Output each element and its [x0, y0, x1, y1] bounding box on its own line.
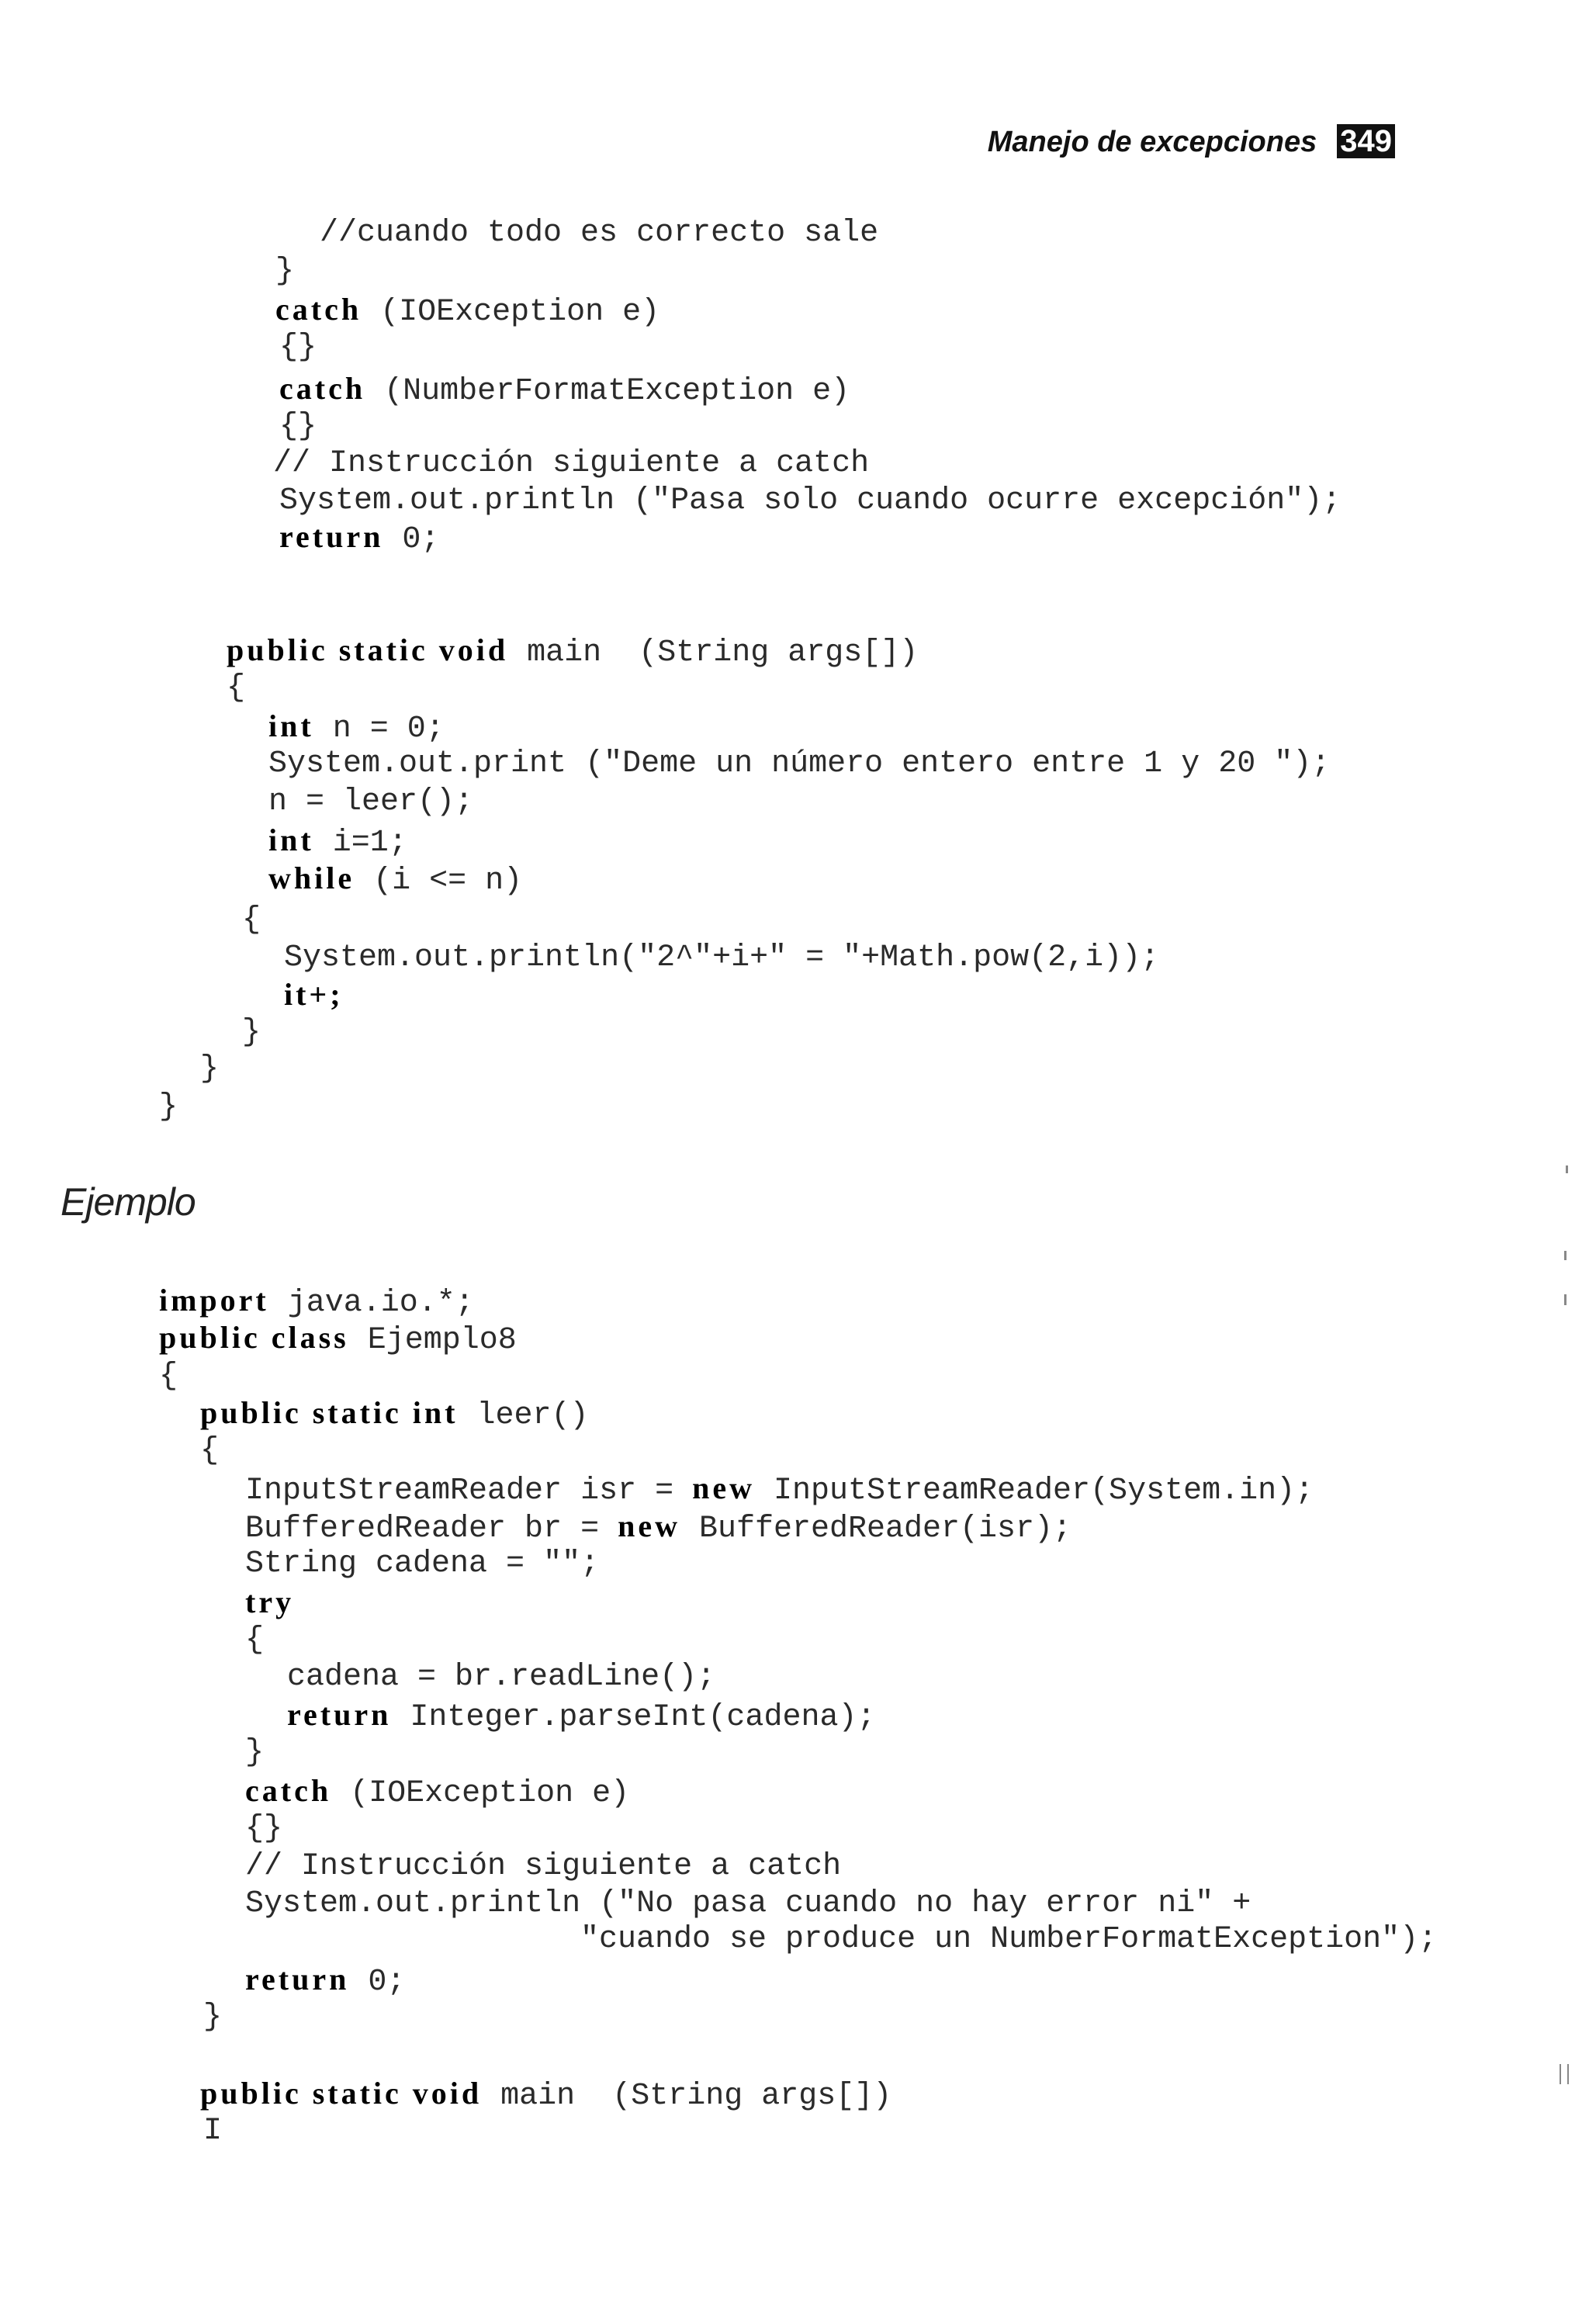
- code-text: String cadena = "";: [245, 1546, 600, 1581]
- code-keyword: new: [692, 1470, 755, 1505]
- code-text: n = leer();: [268, 784, 474, 819]
- code-keyword: it+;: [284, 977, 344, 1012]
- code-text: }: [203, 2000, 223, 2035]
- code-line: [279, 370, 850, 410]
- code-line: [203, 1999, 222, 2036]
- code-text: }: [245, 1735, 265, 1770]
- code-line: [200, 1394, 589, 1435]
- code-line: [279, 408, 317, 445]
- code-text: System.out.println("2^"+i+" = "+Math.pow(2,i));: [284, 940, 1160, 975]
- section-heading: Ejemplo: [61, 1180, 196, 1224]
- code-line: [245, 1810, 282, 1848]
- code-text: main (String args[]): [508, 636, 919, 670]
- code-keyword: int: [268, 823, 314, 857]
- code-text: Ejemplo8: [348, 1323, 517, 1358]
- code-keyword: return: [245, 1962, 350, 1997]
- code-text: cadena = br.readLine();: [287, 1660, 716, 1695]
- code-keyword: public static void: [200, 2076, 483, 2111]
- code-text: "cuando se produce un NumberFormatException");: [580, 1922, 1438, 1957]
- code-line: [200, 1432, 219, 1470]
- code-line: [275, 253, 294, 290]
- code-text: {}: [245, 1811, 283, 1846]
- code-line: [159, 1089, 178, 1126]
- scan-speck: [1567, 2064, 1569, 2084]
- code-text: (NumberFormatException e): [365, 374, 850, 409]
- code-keyword: public class: [159, 1320, 349, 1355]
- code-line: [227, 632, 918, 672]
- code-keyword: new: [618, 1508, 680, 1543]
- code-text: System.out.print ("Deme un número entero entre 1 y 20 ");: [268, 746, 1331, 781]
- code-line: [159, 1358, 178, 1395]
- code-line: [268, 746, 1330, 783]
- code-text: (i <= n): [355, 864, 523, 899]
- code-text: 0;: [383, 522, 440, 557]
- code-text: // Instrucción siguiente a catch: [245, 1849, 842, 1884]
- code-line: [268, 784, 473, 821]
- code-line: [268, 860, 522, 900]
- code-text: i=1;: [313, 826, 407, 861]
- code-keyword: try: [245, 1585, 295, 1619]
- code-line: [203, 2113, 222, 2150]
- code-text: {}: [279, 330, 317, 365]
- code-line: [284, 976, 344, 1017]
- code-line: [200, 1051, 219, 1088]
- code-keyword: int: [268, 708, 314, 743]
- code-text: }: [200, 1051, 220, 1086]
- code-keyword: catch: [279, 371, 366, 406]
- code-line: [245, 1546, 599, 1583]
- code-line: [227, 670, 245, 707]
- code-keyword: catch: [245, 1773, 332, 1808]
- code-line: [268, 708, 445, 748]
- code-line: [320, 215, 878, 252]
- code-text: n = 0;: [313, 712, 445, 746]
- code-text: (IOException e): [362, 295, 660, 330]
- code-text: {: [242, 902, 261, 937]
- code-line: [200, 2075, 891, 2115]
- code-text: leer(): [458, 1398, 589, 1433]
- code-line: [273, 445, 869, 483]
- code-line: [159, 1319, 517, 1359]
- code-keyword: return: [279, 519, 384, 554]
- code-line: [159, 1282, 474, 1322]
- code-text: {: [227, 670, 246, 705]
- page-number: 349: [1337, 124, 1395, 158]
- code-line: [245, 1848, 841, 1886]
- code-line: [268, 822, 407, 862]
- scan-speck: [1564, 1251, 1566, 1260]
- scan-speck: [1560, 2064, 1561, 2084]
- code-text: InputStreamReader(System.in);: [754, 1474, 1314, 1508]
- code-text: BufferedReader br =: [245, 1512, 618, 1546]
- code-line: [287, 1659, 715, 1696]
- code-text: System.out.println ("No pasa cuando no hay error ni" +: [245, 1886, 1251, 1921]
- code-line: [242, 902, 261, 939]
- code-keyword: public static void: [227, 632, 509, 667]
- code-line: [245, 1734, 264, 1772]
- code-keyword: return: [287, 1697, 392, 1732]
- code-text: 0;: [349, 1965, 406, 2000]
- code-line: [275, 291, 659, 331]
- code-keyword: catch: [275, 292, 362, 327]
- code-text: {: [200, 1433, 220, 1468]
- code-line: [284, 940, 1159, 977]
- code-line: [245, 1961, 405, 2001]
- code-text: BufferedReader(isr);: [680, 1512, 1072, 1546]
- code-text: }: [159, 1089, 178, 1124]
- code-text: {: [245, 1623, 265, 1657]
- code-line: [245, 1886, 1251, 1923]
- code-text: InputStreamReader isr =: [245, 1474, 693, 1508]
- code-line: [580, 1921, 1437, 1959]
- code-text: //cuando todo es correcto sale: [320, 216, 879, 251]
- code-line: [279, 483, 1341, 520]
- code-keyword: import: [159, 1283, 269, 1318]
- scan-speck: [1566, 1165, 1568, 1173]
- code-line: [242, 1014, 261, 1051]
- code-text: {: [159, 1359, 178, 1394]
- code-text: {}: [279, 409, 317, 444]
- code-text: System.out.println ("Pasa solo cuando ocurre excepción");: [279, 483, 1341, 518]
- code-text: Integer.parseInt(cadena);: [391, 1700, 876, 1735]
- code-text: // Instrucción siguiente a catch: [273, 446, 870, 481]
- code-line: [279, 329, 317, 366]
- code-text: main (String args[]): [482, 2079, 892, 2114]
- code-text: }: [275, 254, 295, 289]
- code-text: java.io.*;: [268, 1286, 474, 1321]
- code-text: }: [242, 1015, 261, 1050]
- running-header: [988, 124, 1395, 159]
- running-title: Manejo de excepciones: [987, 126, 1317, 158]
- code-line: [245, 1772, 629, 1813]
- code-line: [245, 1584, 294, 1624]
- code-keyword: public static int: [200, 1395, 459, 1430]
- code-line: [287, 1696, 875, 1737]
- code-line: [279, 518, 439, 559]
- code-line: [245, 1470, 1314, 1510]
- code-line: [245, 1622, 264, 1659]
- code-text: I: [203, 2114, 223, 2149]
- code-line: [245, 1508, 1071, 1548]
- scan-speck: [1564, 1294, 1566, 1305]
- code-keyword: while: [268, 861, 355, 895]
- code-text: (IOException e): [331, 1776, 630, 1811]
